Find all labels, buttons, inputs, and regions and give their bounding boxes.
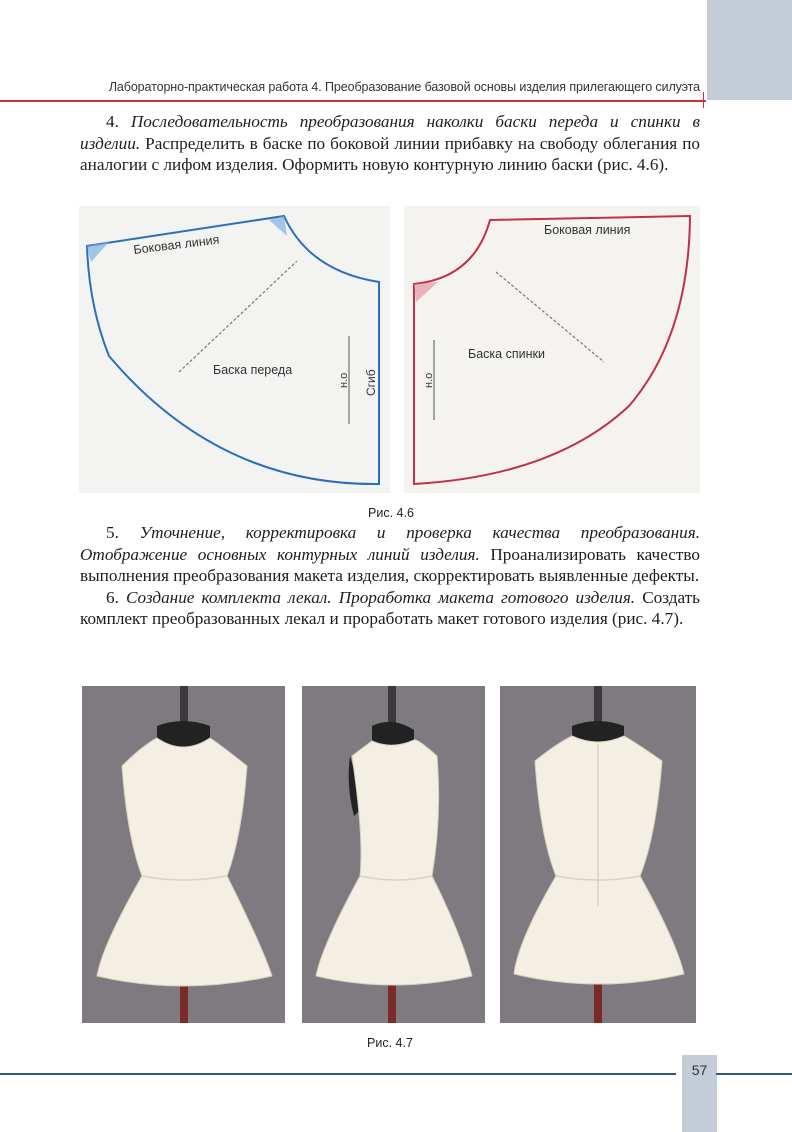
back-grain-label: н.о xyxy=(423,372,435,388)
paragraphs-5-6 xyxy=(80,522,700,630)
footer-rule-left xyxy=(0,1073,676,1075)
figure-4-6-front-peplum xyxy=(79,206,390,493)
back-side-line-label: Боковая линия xyxy=(544,223,631,237)
back-peplum-outline xyxy=(414,216,690,484)
paragraph-5-title-2: Отображение основных контурных линий изделия. xyxy=(80,544,480,564)
front-piece-label: Баска переда xyxy=(213,363,293,377)
photo-back-view xyxy=(500,686,696,1023)
running-header: Лабораторно-практическая работа 4. Преобразование базовой основы изделия прилегающего силуэта xyxy=(108,80,700,94)
photo-side-view xyxy=(302,686,485,1023)
figure-4-6-back-peplum xyxy=(404,206,700,493)
paragraph-6-title-1: Создание комплекта лекал. xyxy=(125,587,332,607)
side-tab-decoration xyxy=(707,0,792,100)
front-peplum-dash xyxy=(179,261,297,372)
paragraph-4-title: Последовательность преобразования наколки баски переда и спинки в изделии. xyxy=(80,112,701,153)
paragraph-5-text: Проанализировать качество выполнения преобразования макета изделия, скорректировать выявленные дефекты. xyxy=(80,544,700,585)
paragraph-6-number: 6. xyxy=(106,587,119,607)
header-rule xyxy=(0,100,706,102)
paragraph-4-text: Распределить в баске по боковой линии прибавку на свободу облегания по аналогии с лифом изделия. Оформить новую контурную линию баски (рис. 4.6). xyxy=(80,133,700,174)
paragraph-5 xyxy=(80,522,700,587)
figure-4-7-caption: Рис. 4.7 xyxy=(367,1036,413,1050)
photo-front-view xyxy=(82,686,285,1023)
paragraph-5-number: 5. xyxy=(106,523,119,542)
footer-rule-right xyxy=(716,1073,792,1075)
back-piece-label: Баска спинки xyxy=(468,347,545,361)
front-side-line-label: Боковая линия xyxy=(132,232,221,257)
paragraph-6-title-2: Проработка макета готового изделия. xyxy=(338,587,636,607)
page-number: 57 xyxy=(691,1062,708,1078)
front-peplum-outline xyxy=(87,216,379,484)
paragraph-6 xyxy=(80,587,700,630)
front-fold-label: Сгиб xyxy=(364,369,378,396)
header-rule-tick xyxy=(703,92,710,108)
paragraph-4-number: 4. xyxy=(106,112,119,131)
paragraph-6-text: Создать комплект преобразованных лекал и проработать макет готового изделия (рис. 4.7). xyxy=(80,587,701,628)
paragraph-4 xyxy=(80,111,700,176)
paragraph-5-title-1: Уточнение, корректировка и проверка качества преобразования. xyxy=(139,523,700,542)
front-grain-label: н.о xyxy=(338,372,350,388)
figure-4-6-caption: Рис. 4.6 xyxy=(368,506,414,520)
